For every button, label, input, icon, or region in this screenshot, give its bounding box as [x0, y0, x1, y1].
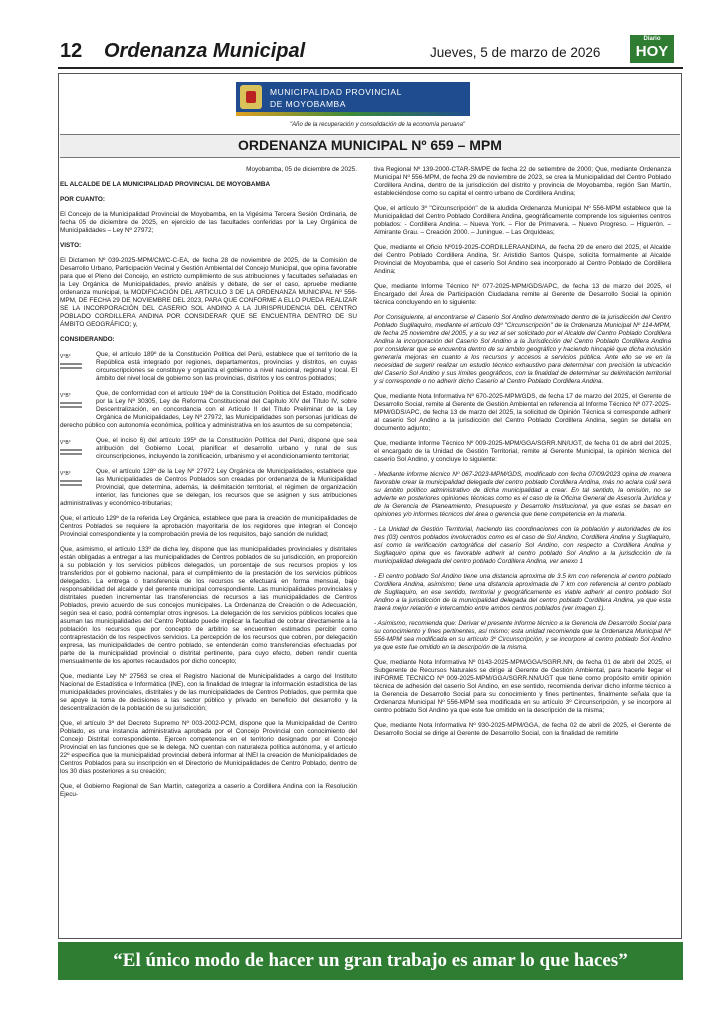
signature-stamp-icon: V°B° [60, 439, 88, 465]
logo-top-text: Diario [643, 36, 661, 42]
municipality-banner [236, 82, 470, 112]
paragraph: El Concejo de la Municipalidad Provincial de Moyobamba, en la Vigésima Tercera Sesión Ordinaria, de fecha 05 de diciembre de 2025, en ejercicio de las facultades conferidas por la Ley Orgánica de Municipalidades – Ley Nº 27972; [60, 211, 357, 234]
place-date: Moyobamba, 05 de diciembre de 2025. [246, 166, 357, 173]
banner-color-strip [236, 112, 470, 116]
header-rule [58, 67, 683, 69]
stamped-paragraph: V°B° Que, el inciso 6) del artículo 195º de la Constitución Política del Perú, dispone que sea atribución del Gobierno Local, planificar el desarrollo urbano y rural de sus circunscripciones, incluyendo la zonificación, urbanismo y el acondicionamiento territorial; [60, 437, 357, 461]
paragraph: Que, asimismo, el artículo 133º de dicha ley, dispone que las municipalidades provinciales y distritales están obligadas a entregar a las municipalidades de Centros poblados de su jurisdicción, en proporción a su población y los servicios públicos delegados, un porcentaje de sus recursos propios y los transferidos por el gobierno nacional, para el cumplimiento de la prestación de los servicios públicos delegados. La entrega o transferencia de los recursos se efectuará en forma mensual, bajo responsabilidad del alcalde y del gerente municipal correspondiente. Las municipalidades provinciales y distritales pueden incrementar las transferencias de recursos a las municipalidades de Centros Poblados, previo acuerdo de sus concejos municipales. La Ordenanza de Creación o de Adecuación, según sea el caso, podrá contemplar otros ingresos. La delegación de los servicios públicos locales que asuman las municipalidades del Centro Poblado puede implicar la facultad de cobrar directamente a la población los recursos que por concepto de arbitrio se encuentren estimados percibir como contraprestación de los respectivos servicios. La percepción de los recursos que cobren, por delegación expresa, las municipalidades de centro poblado, se entenderán como transferencias efectuadas por parte de la municipalidad provincial o distrital pertinente, para cuyo efecto, deben rendir cuenta mensualmente de los aportes recaudados por dicho concepto; [60, 546, 357, 665]
paragraph: Que, el artículo 129º de la referida Ley Orgánica, establece que para la creación de municipalidades de Centros Poblados se requiere la aprobación mayoritaria de los regidores que integran el Concejo Provincial correspondiente y la comprobación previa de los requisitos, bajo sanción de nulidad; [60, 515, 357, 538]
year-motto: "Año de la recuperación y consolidación de la economía peruana" [290, 122, 466, 128]
por-cuanto-heading: POR CUANTO: [60, 196, 105, 203]
paragraph: El Dictamen Nº 039-2025-MPM/CM/C-C-EA, de fecha 28 de noviembre de 2025, de la Comisión de Desarrollo Urbano, Participación Vecinal y Gestión Ambiental del Concejo Municipal, que opina favorable para que el Pleno del Concejo, en estricto cumplimiento de sus atribuciones y facultades señaladas en la Ley Orgánica de Municipalidades, previo análisis y debate, de ser el caso, apruebe mediante ordenanza municipal, la MODIFICACIÓN DEL ARTICULO 3 DE LA ORDENANZA MUNICIPAL Nº 556-MPM, DE FECHA 29 DE NOVIEMBRE DEL 2023, PARA QUE CONFORME A ELLO PUEDA REALIZAR SE LA INCORPORACIÓN DEL CASERIO SOL ANDINO A LA JURISPRUDENCIA DEL CENTRO POBLADO CORDILLERA ANDINA POR CONSIDERAR QUE SE ENCUENTRA DENTRO DE SU ÁMBITO GEOGRÁFICO; y, [60, 257, 357, 328]
stamped-paragraph: V°B° Que, de conformidad con el artículo 194º de la Constitución Política del Estado, modificado por la Ley Nº 30305, Ley de Reforma Constitucional del Capítulo XIV del Título IV, sobre Descentralización, en concordancia con el Artículo II del Título Preliminar de la Ley Orgánica de Municipalidades, Ley Nº 27972, las Municipalidades son personas jurídicas de derecho público con autonomía económica, política y administrativa en los asuntos de su competencia; [60, 390, 357, 429]
paragraph: Que, mediante Nota Informativa Nº 0143-2025-MPM/GGA/SGRR.NN, de fecha 01 de abril del 2025, el Subgerente de Recursos Naturales se dirige al Gerente de Gestión Ambiental, para hacerle llegar el INFORME TECNICO Nº 009-2025-MPM/GGA/SGRR.NN/UGT que tiene como propósito emitir opinión técnica de adhesión del caserío Sol Andino, en ese sentido, recomienda derivar dicho informe técnico a la Gerencia de Desarrollo Social para su conocimiento y fines pertinentes, finalmente señala que la Ordenanza Municipal Nº 556-MPM sea modificada en su artículo 3º Circunscripción, y se incorpore al centro poblado Sol Andino ya que este fue omitido en la descripción de la misma; [374, 659, 671, 714]
paragraph: Que, el Gobierno Regional de San Martín, categoriza a caserío a Cordillera Andina con la Resolución Ejecu- [60, 783, 357, 798]
right-column [374, 166, 671, 745]
quoted-conclusion: - La Unidad de Gestión Territorial, haciendo las coordinaciones con la población y autoridades de los tres (03) centros poblados involucrados como es el caso de Sol Andino, Cordillera Andina y Sugllaquiro, así como la verificación cartográfica del caserío Sol Andino, con respecto a Cordillera Andina y Sugllaquiro opina que es favorable adherir al centro poblado Sol Andino a la jurisdicción de la municipalidad delegada del centro poblado Cordillera Andina, ver anexo 1 [374, 526, 671, 565]
paragraph: Que, mediante Nota Informativa Nº 930-2025-MPM/GGA, de fecha 02 de abril de 2025, el Gerente de Desarrollo Social se dirige al Gerente de Desarrollo Social, con la finalidad de remitirle [374, 722, 671, 737]
signature-stamp-icon: V°B° [60, 353, 88, 379]
paragraph: Que, mediante Informe Técnico Nº 077-2025-MPM/GDS/APC, de fecha 13 de marzo del 2025, el Encargado del Área de Participación Ciudadana remite al Gerente de Desarrollo Social la opinión técnica concluyendo en lo siguiente: [374, 283, 671, 306]
banner-line-2: DE MOYOBAMBA [270, 99, 346, 109]
mayor-heading: EL ALCALDE DE LA MUNICIPALIDAD PROVINCIAL DE MOYOBAMBA [60, 181, 271, 188]
paragraph: Que, mediante Nota Informativa Nº 670-2025-MPM/GDS, de fecha 17 de marzo del 2025, el Gerente de Desarrollo Social, remite al Gerente de Gestión Ambiental en referencia al Informe Técnico Nº 077-2025-MPM/GDS/APC, de fecha 13 de marzo del 2025, la solicitud de Opinión Técnica si corresponde adherir al caserío Sol Andino a la jurisdicción del Centro Poblado Cordillera Andina, según se detalla en documento adjunto; [374, 393, 671, 432]
signature-stamp-icon: V°B° [60, 392, 88, 418]
newspaper-logo [630, 35, 674, 63]
left-column [60, 166, 357, 806]
quoted-conclusion: - El centro poblado Sol Andino tiene una distancia aproxima de 3.5 km con referencia al centro poblado Cordillera Andina, asimismo; tiene una distancia aproximada de 7 km con referencia al centro poblado de Sugllaquiro, en ese sentido, territorial y geográficamente es viable adherir al centro poblado Sol Andino a la jurisdicción de la municipalidad delegada del centro poblado Cordillera Andina, ya que esta traerá mejor relación e intercambio entre ambos centros poblados (ver imagen 1). [374, 573, 671, 612]
quoted-conclusion: - Asimismo, recomienda que: Derivar el presente informe técnico a la Gerencia de Desarrollo Social para su conocimiento y fines pertinentes, así mismo; esta unidad recomienda que la Ordenanza Municipal Nº 556-MPM sea modificada en su artículo 3º Circunscripción, y se incorpore al centro poblado Sol Andino ya que este fue omitido en la descripción de la misma. [374, 620, 671, 651]
footer-banner [58, 942, 683, 980]
quoted-conclusion: - Mediante informe técnico Nº 067-2023-MPM/GDS, modificado con fecha 07/09/2023 opina de manera favorable crear la municipalidad delegada del centro poblado Cordillera Andina, más no aclara cuál será su ámbito político administrativo de dicha municipalidad a crear. En tal sentido, la omisión, no se advierte en posteriores opiniones técnicas como es el caso de la Oficina General de Asesoría Jurídica y de la Gerencia de Planeamiento, Presupuesto y Desarrollo Institucional, ya que estas se basan en opiniones y/o informes técnicos del área o gerencia que tiene competencia en la materia. [374, 471, 671, 518]
considerando-heading: CONSIDERANDO: [60, 336, 115, 343]
signature-stamp-icon: V°B° [60, 470, 88, 496]
paragraph: Que, mediante Ley Nº 27563 se crea el Registro Nacional de Municipalidades a cargo del Instituto Nacional de Estadística e Informática (INE), con la finalidad de Integrar la información estadística de las municipalidades provinciales, distritales y de las municipalidades de Centros Poblados, que permita que se apoye la toma de decisiones a las sector público y privado en beneficio del desarrollo y la descentralización de la población de su jurisdicción; [60, 673, 357, 712]
paragraph: Que, mediante Informe Técnico Nº 009-2025-MPM/GGA/SGRR.NN/UGT, de fecha 01 de abril del 2025, el encargado de la Unidad de Gestión Territorial, remite al Gerente Municipal, la opinión técnica del caserío Sol Andino, y concluye lo siguiente: [374, 440, 671, 463]
paragraph: Que, mediante el Oficio Nº019-2025-CORDILLERAANDINA, de fecha 29 de enero del 2025, el Alcalde del Centro Poblado Cordillera Andina, Sr. Aristidio Santos Quispe, solicita formalmente al Alcalde Provincial de Moyobamba, que el caserío Sol Andino sea incorporado al Centro Poblado de Cordillera Andina; [374, 244, 671, 275]
paragraph: Que, el artículo 3º "Circunscripción" de la aludida Ordenanza Municipal Nº 556-MPM establece que la Municipalidad del Centro Poblado Cordillera Andina, geográficamente comprende los siguientes centros poblados: - Cordillera Andina. – Nueva York. – Flor de Primavera. – Nuevo Progreso. – Higuerón. – Almirante Grau. – Creación 2000. – Juningue. – Las Orquídeas; [374, 205, 671, 236]
ordinance-title-bar [60, 134, 680, 158]
paragraph: tiva Regional Nº 139-2000-CTAR-SM/PE de fecha 22 de setiembre de 2000; Que, mediante Ordenanza Municipal Nº 556-MPM, de fecha 29 de noviembre de 2023, se crea la Municipalidad del Centro Poblado Cordillera Andina, dentro de la jurisdicción del distrito y provincia de Moyobamba, región San Martín, estableciéndose como su capital el centro urbano de Cordillera Andina; [374, 166, 671, 197]
quoted-conclusion: Por Consiguiente, al encontrarse el Caserío Sol Andino determinado dentro de la jurisdicción del Centro Poblado Sugllaquiro, mediante el artículo 03º "Circunscripción" de la Ordenanza Municipal Nº 114-MPM, de fecha 25 noviembre del 2005, y a su vez al ser solicitado por el Alcalde del Centro Poblado Cordillera Andina la incorporación del Caserío Sol Andino a la Jurisdicción del Centro Poblado Cordillera Andina por considerar que se encuentra dentro de su ámbito geográfico y haciendo hincapié que dicha inclusión generaría mejoras en cuanto a los recursos y accesos a servicios pública. Ante ello se ve en la necesidad de sugerir realizar un estudio técnico exhaustivo para determinar con precisión la ubicación del Caserío Sol Andino y sus límites geográficos, con la finalidad de determinar su delimitación territorial y si corresponde o no adherir dicho Caserío al Centro Poblado Cordillera Andina. [374, 314, 671, 385]
issue-date: Jueves, 5 de marzo de 2026 [430, 45, 601, 60]
section-title: Ordenanza Municipal [104, 40, 306, 62]
visto-heading: VISTO: [60, 242, 82, 249]
stamped-paragraph: V°B° Que, el artículo 189º de la Constitución Política del Perú, establece que el territorio de la República está integrado por regiones, departamentos, provincias y distritos, en cuyas circunscripciones se constituye y organiza el gobierno a nivel nacional, regional y local. El ámbito del nivel local de gobierno son las provincias, distritos y los centros poblados; [60, 351, 357, 382]
paragraph: Que, el artículo 3º del Decreto Supremo Nº 003-2002-PCM, dispone que la Municipalidad de Centro Poblado, es una instancia administrativa aprobada por el Concejo Provincial con conocimiento del Concejo Distrital correspondiente. Ejercen competencia en el territorio designado por el Concejo Provincial en las funciones que se le delega. NO cuentan con naturaleza política autónoma, y el artículo 22º especifica que la municipalidad provincial deberá informar al INEI la creación de Municipalidades de Centros Poblados para su inscripción en el Directorio de Municipalidades de Centro Poblado, dentro de los 30 días posteriores a su creación; [60, 720, 357, 775]
page-number: 12 [60, 40, 83, 62]
footer-slogan: “El único modo de hacer un gran trabajo es amar lo que haces” [113, 950, 628, 971]
coat-of-arms-icon [240, 85, 262, 109]
ordinance-title: ORDENANZA MUNICIPAL Nº 659 – MPM [238, 137, 502, 153]
banner-line-1: MUNICIPALIDAD PROVINCIAL [270, 87, 402, 97]
stamped-paragraph: V°B° Que, el artículo 128º de la Ley Nº 27972 Ley Orgánica de Municipalidades, establece que las Municipalidades de Centros Poblados son creadas por ordenanza de la Municipalidad Provincial, que determina, además, la delimitación territorial, el régimen de organización interior, las funciones que se delegan, los recursos que se asignen y sus atribuciones administrativas y económico-tributarias; [60, 468, 357, 507]
logo-main-text: HOY [635, 43, 669, 60]
page-header [0, 0, 723, 72]
